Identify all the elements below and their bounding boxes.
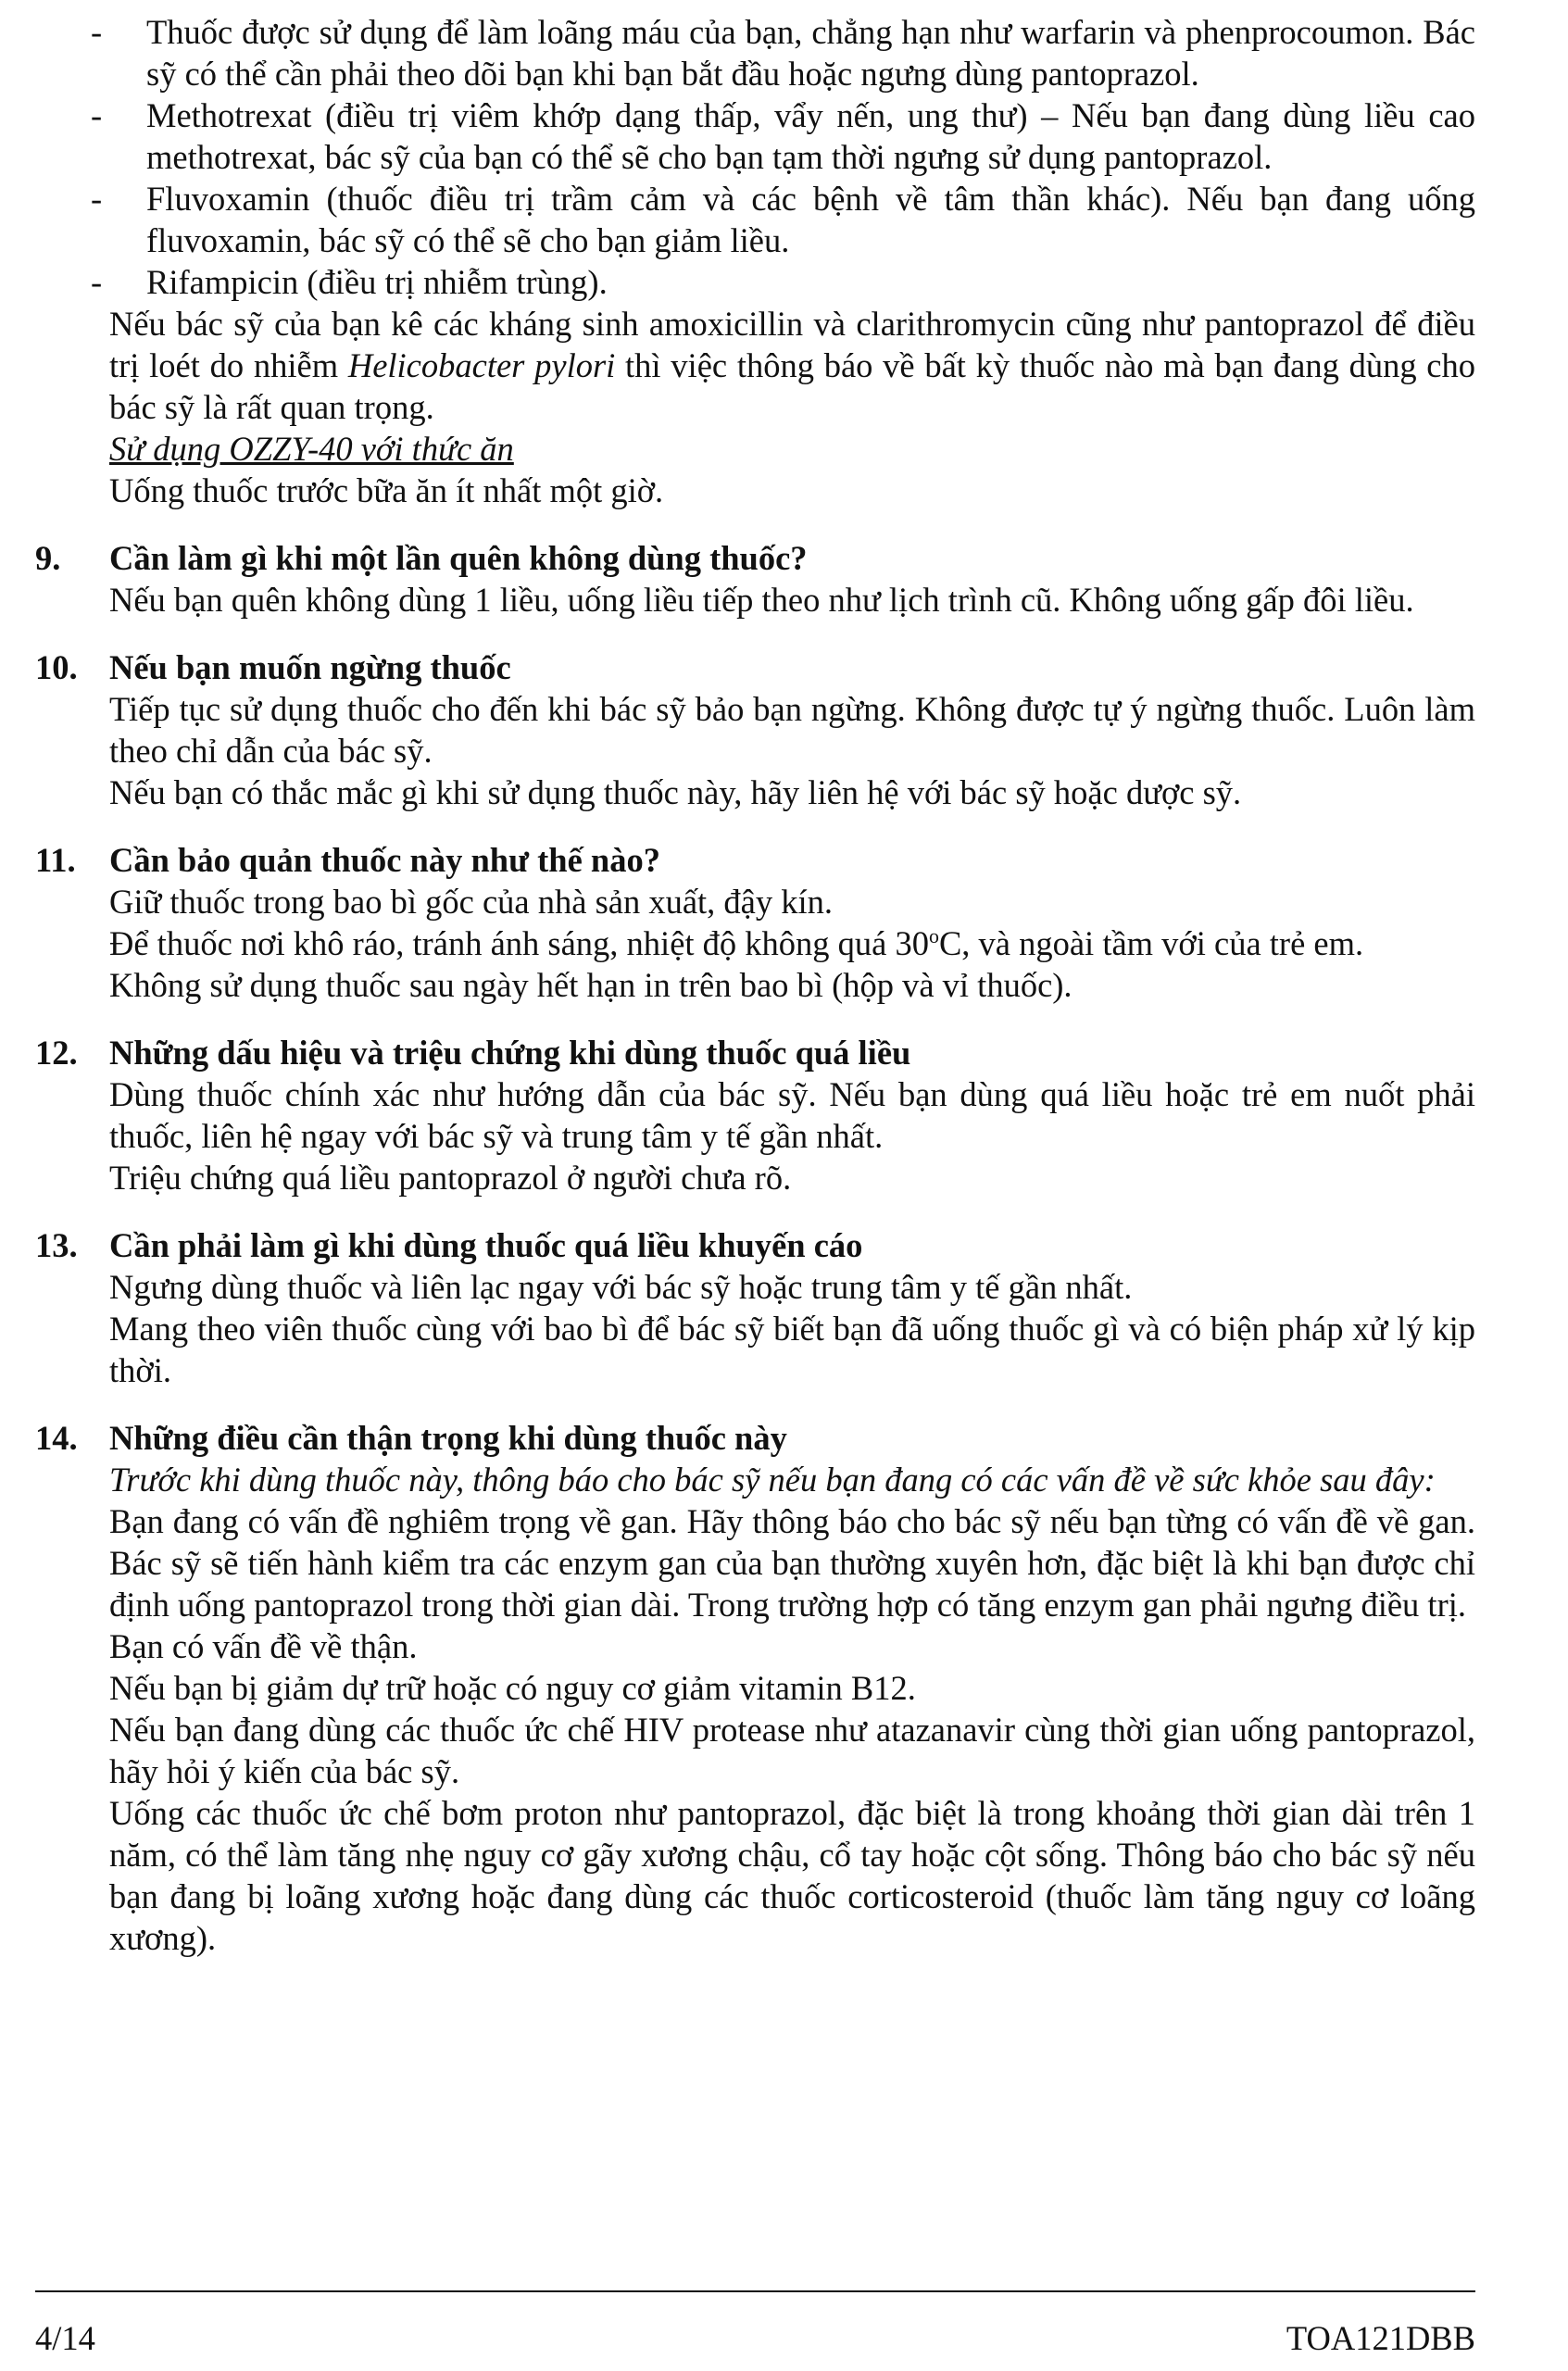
section-heading-12 — [35, 1032, 1475, 1073]
bullet-dash: - — [91, 96, 103, 134]
bullet-item — [35, 261, 1475, 303]
section-14-paragraph: Nếu bạn bị giảm dự trữ hoặc có nguy cơ giảm vitamin B12. — [109, 1669, 916, 1707]
food-paragraph: Uống thuốc trước bữa ăn ít nhất một giờ. — [109, 471, 664, 509]
helicobacter-paragraph — [35, 303, 1475, 428]
section-title: Cần làm gì khi một lần quên không dùng thuốc? — [109, 539, 808, 577]
section-title: Cần bảo quản thuốc này như thế nào? — [109, 841, 660, 879]
section-number: 11. — [35, 841, 76, 879]
bullet-item — [35, 11, 1475, 94]
section-heading-9 — [35, 537, 1475, 579]
section-number: 12. — [35, 1034, 78, 1072]
footer-divider — [35, 2290, 1475, 2292]
bullet-dash: - — [91, 13, 103, 51]
bullet-dash: - — [91, 180, 103, 218]
section-14-paragraph: Bạn có vấn đề về thận. — [109, 1627, 418, 1665]
bacteria-name: Helicobacter pylori — [347, 346, 616, 384]
section-11-paragraph — [35, 922, 1475, 964]
section-title: Những điều cần thận trọng khi dùng thuốc này — [109, 1419, 787, 1457]
degree-superscript: o — [928, 923, 939, 947]
bullet-text: Thuốc được sử dụng để làm loãng máu của bạn, chẳng hạn như warfarin và phenprocoumon. Bác sỹ có thể cần phải theo dõi bạn khi bạn bắt đầu hoặc ngưng dùng pantoprazol. — [146, 13, 1475, 93]
section-9-paragraph: Nếu bạn quên không dùng 1 liều, uống liều tiếp theo như lịch trình cũ. Không uống gấp đôi liều. — [109, 581, 1414, 619]
section-14-paragraph: Nếu bạn đang dùng các thuốc ức chế HIV protease như atazanavir cùng thời gian uống pantoprazol, hãy hỏi ý kiến của bác sỹ. — [109, 1711, 1475, 1790]
section-13-paragraph: Mang theo viên thuốc cùng với bao bì để bác sỹ biết bạn đã uống thuốc gì và có biện pháp xử lý kịp thời. — [109, 1310, 1475, 1389]
section-number: 13. — [35, 1226, 78, 1264]
section-11-paragraph: Giữ thuốc trong bao bì gốc của nhà sản xuất, đậy kín. — [109, 883, 834, 921]
section-10-paragraph: Tiếp tục sử dụng thuốc cho đến khi bác sỹ bảo bạn ngừng. Không được tự ý ngừng thuốc. Luôn làm theo chỉ dẫn của bác sỹ. — [109, 690, 1475, 770]
section-number: 10. — [35, 648, 78, 686]
section-number: 14. — [35, 1419, 78, 1457]
section-title: Những dấu hiệu và triệu chứng khi dùng thuốc quá liều — [109, 1034, 911, 1072]
paragraph-text: Để thuốc nơi khô ráo, tránh ánh sáng, nhiệt độ không quá 30 — [109, 924, 929, 962]
bullet-item — [35, 178, 1475, 261]
section-10-paragraph: Nếu bạn có thắc mắc gì khi sử dụng thuốc này, hãy liên hệ với bác sỹ hoặc dược sỹ. — [109, 773, 1242, 811]
section-14-paragraph: Uống các thuốc ức chế bơm proton như pantoprazol, đặc biệt là trong khoảng thời gian dài trên 1 năm, có thể làm tăng nhẹ nguy cơ gãy xương chậu, cổ tay hoặc cột sống. Thông báo cho bác sỹ nếu bạn đang bị loãng xương hoặc đang dùng các thuốc corticosteroid (thuốc làm tăng nguy cơ loãng xương). — [109, 1794, 1475, 1957]
section-heading-10 — [35, 646, 1475, 688]
section-12-paragraph: Triệu chứng quá liều pantoprazol ở người chưa rõ. — [109, 1159, 792, 1197]
section-heading-14 — [35, 1417, 1475, 1459]
paragraph-text: C, và ngoài tầm với của trẻ em. — [938, 924, 1364, 962]
bullet-text: Fluvoxamin (thuốc điều trị trầm cảm và các bệnh về tâm thần khác). Nếu bạn đang uống fluvoxamin, bác sỹ có thể sẽ cho bạn giảm liều. — [146, 180, 1475, 259]
section-title: Cần phải làm gì khi dùng thuốc quá liều khuyến cáo — [109, 1226, 863, 1264]
page-content — [35, 11, 1475, 1959]
document-code: TOA121DBB — [1286, 2319, 1475, 2357]
food-subheading-line — [35, 428, 1475, 470]
bullet-item — [35, 94, 1475, 178]
paragraph-text: Nếu bác sỹ của bạn kê các kháng sinh amoxicillin và clarithromycin cũng như pantoprazol để điều trị loét do nhiễm — [109, 305, 1475, 384]
section-14-intro: Trước khi dùng thuốc này, thông báo cho bác sỹ nếu bạn đang có các vấn đề về sức khỏe sau đây: — [109, 1461, 1436, 1499]
paragraph-text: thì việc thông báo về bất kỳ thuốc nào mà bạn đang dùng cho bác sỹ là rất quan trọng. — [109, 346, 1476, 426]
section-12-paragraph: Dùng thuốc chính xác như hướng dẫn của bác sỹ. Nếu bạn dùng quá liều hoặc trẻ em nuốt phải thuốc, liên hệ ngay với bác sỹ và trung tâm y tế gần nhất. — [109, 1075, 1475, 1155]
bullet-dash: - — [91, 263, 103, 301]
bullet-text: Methotrexat (điều trị viêm khớp dạng thấp, vẩy nến, ung thư) – Nếu bạn đang dùng liều cao methotrexat, bác sỹ của bạn có thể sẽ cho bạn tạm thời ngưng sử dụng pantoprazol. — [146, 96, 1475, 176]
section-13-paragraph: Ngưng dùng thuốc và liên lạc ngay với bác sỹ hoặc trung tâm y tế gần nhất. — [109, 1268, 1133, 1306]
section-number: 9. — [35, 539, 61, 577]
bullet-text: Rifampicin (điều trị nhiễm trùng). — [146, 263, 608, 301]
section-title: Nếu bạn muốn ngừng thuốc — [109, 648, 511, 686]
food-subheading: Sử dụng OZZY-40 với thức ăn — [109, 430, 514, 468]
section-heading-11 — [35, 839, 1475, 881]
section-heading-13 — [35, 1224, 1475, 1266]
page-number: 4/14 — [35, 2319, 95, 2357]
section-14-paragraph: Bạn đang có vấn đề nghiêm trọng về gan. Hãy thông báo cho bác sỹ nếu bạn từng có vấn đề về gan. Bác sỹ sẽ tiến hành kiểm tra các enzym gan của bạn thường xuyên hơn, đặc biệt là khi bạn được chỉ định uống pantoprazol trong thời gian dài. Trong trường hợp có tăng enzym gan phải ngưng điều trị. — [109, 1502, 1475, 1624]
section-11-paragraph: Không sử dụng thuốc sau ngày hết hạn in trên bao bì (hộp và vỉ thuốc). — [109, 966, 1073, 1004]
